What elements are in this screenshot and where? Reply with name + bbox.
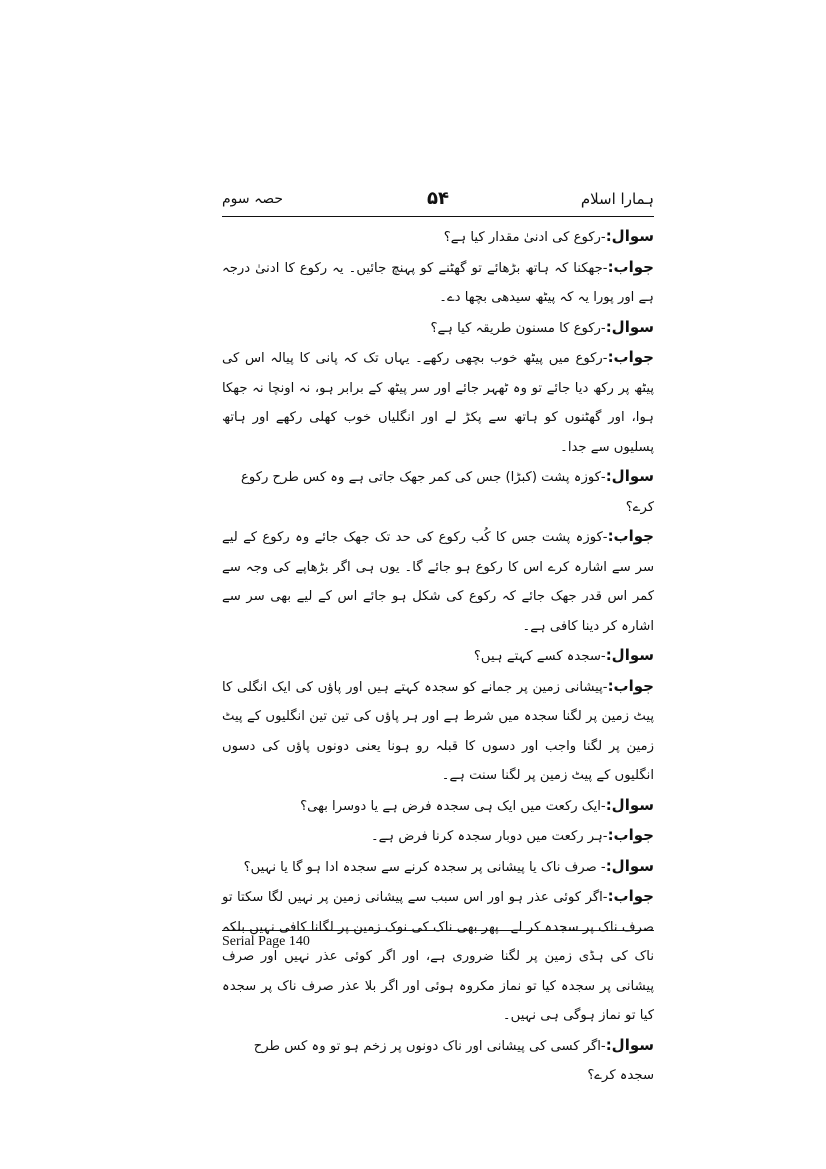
answer-label: جواب: <box>607 887 654 905</box>
answer-paragraph <box>222 253 654 313</box>
serial-page-label: Serial Page 140 <box>222 934 310 949</box>
answer-label: جواب: <box>607 348 654 366</box>
answer-label: جواب: <box>607 826 654 844</box>
book-title: ہمارا اسلام <box>580 190 654 208</box>
question-label: سوال: <box>605 467 654 485</box>
footer-rule <box>222 930 654 931</box>
answer-paragraph <box>222 343 654 462</box>
answer-paragraph <box>222 882 654 1031</box>
question-paragraph <box>222 222 654 253</box>
answer-text: -ہر رکعت میں دوبار سجدہ کرنا فرض ہے۔ <box>370 829 608 844</box>
header-rule <box>222 216 654 217</box>
question-label: سوال: <box>605 795 654 814</box>
answer-text: -کوزہ پشت جس کا کُب رکوع کی حد تک جھک جائے وہ رکوع کے لیے سر سے اشارہ کرے اس کا رکوع ہو جائے گا۔ یوں ہی اگر بڑھاپے کی وجہ سے کمر اس قدر جھک جائے کہ رکوع کی شکل ہو جائے اس کے لیے بھی سر سے اشارہ کر دینا کافی ہے۔ <box>222 530 654 634</box>
answer-text: -رکوع میں پیٹھ خوب بچھی رکھے۔ یہاں تک کہ پانی کا پیالہ اس کی پیٹھ پر رکھ دیا جائے تو وہ ٹھہر جائے اور سر پیٹھ کے برابر ہو، نہ اونچا نہ جھکا ہوا، اور گھٹنوں کو ہاتھ سے پکڑ لے اور انگلیاں خوب کھلی رکھے اور ہاتھ پسلیوں سے جدا۔ <box>222 351 654 455</box>
answer-label: جواب: <box>607 676 654 695</box>
question-label: سوال: <box>605 856 654 875</box>
question-label: سوال: <box>605 646 654 664</box>
question-paragraph <box>222 1031 654 1091</box>
question-label: سوال: <box>605 227 654 245</box>
answer-label: جواب: <box>607 527 654 545</box>
question-text: -ایک رکعت میں ایک ہی سجدہ فرض ہے یا دوسرا بھی؟ <box>300 798 606 814</box>
question-text: -رکوع کا مسنون طریقہ کیا ہے؟ <box>430 320 606 336</box>
question-paragraph <box>222 313 654 344</box>
question-label: سوال: <box>605 317 654 336</box>
question-text: -سجدہ کسے کہتے ہیں؟ <box>473 649 606 664</box>
answer-text: -جھکنا کہ ہاتھ بڑھائے تو گھٹنے کو پہنچ جائیں۔ یہ رکوع کا ادنیٰ درجہ ہے اور پورا یہ کہ پیٹھ سیدھی بچھا دے۔ <box>222 260 654 305</box>
page-header <box>222 186 654 216</box>
answer-paragraph <box>222 672 654 791</box>
answer-text: -اگر کوئی عذر ہو اور اس سبب سے پیشانی زمین پر نہیں لگا سکتا تو صرف ناک پر سجدہ کر لے۔ پھر بھی ناک کی نوک زمین پر لگانا کافی نہیں بلکہ ناک کی ہڈی زمین پر لگنا ضروری ہے، اور اگر کوئی عذر نہیں اور صرف پیشانی پر سجدہ کیا تو نماز مکروہ ہوئی اور اگر بلا عذر صرف ناک پر سجدہ کیا تو نماز ہوگی ہی نہیں۔ <box>222 890 654 1023</box>
answer-text: -پیشانی زمین پر جمانے کو سجدہ کہتے ہیں اور پاؤں کی ایک انگلی کا پیٹ زمین پر لگنا سجدہ میں شرط ہے اور ہر پاؤں کی تین تین انگلیوں کے پیٹ زمین پر لگنا واجب اور دسوں کا قبلہ رو ہونا یعنی دونوں پاؤں کی دسوں انگلیوں کے پیٹ زمین پر لگنا سنت ہے۔ <box>222 679 654 783</box>
answer-paragraph <box>222 821 654 852</box>
question-text: - صرف ناک یا پیشانی پر سجدہ کرنے سے سجدہ ادا ہو گا یا نہیں؟ <box>243 859 606 875</box>
question-text: -کوزہ پشت (کبڑا) جس کی کمر جھک جاتی ہے وہ کس طرح رکوع کرے؟ <box>241 470 654 515</box>
book-part: حصہ سوم <box>222 191 284 207</box>
answer-label: جواب: <box>607 257 654 276</box>
question-paragraph <box>222 791 654 822</box>
question-text: -رکوع کی ادنیٰ مقدار کیا ہے؟ <box>443 230 606 245</box>
question-paragraph <box>222 852 654 883</box>
question-label: سوال: <box>605 1035 654 1054</box>
question-paragraph <box>222 641 654 672</box>
page-number: ۵۴ <box>427 188 449 209</box>
question-text: -اگر کسی کی پیشانی اور ناک دونوں پر زخم ہو تو وہ کس طرح سجدہ کرے؟ <box>253 1038 654 1083</box>
answer-paragraph <box>222 522 654 641</box>
question-paragraph <box>222 462 654 522</box>
